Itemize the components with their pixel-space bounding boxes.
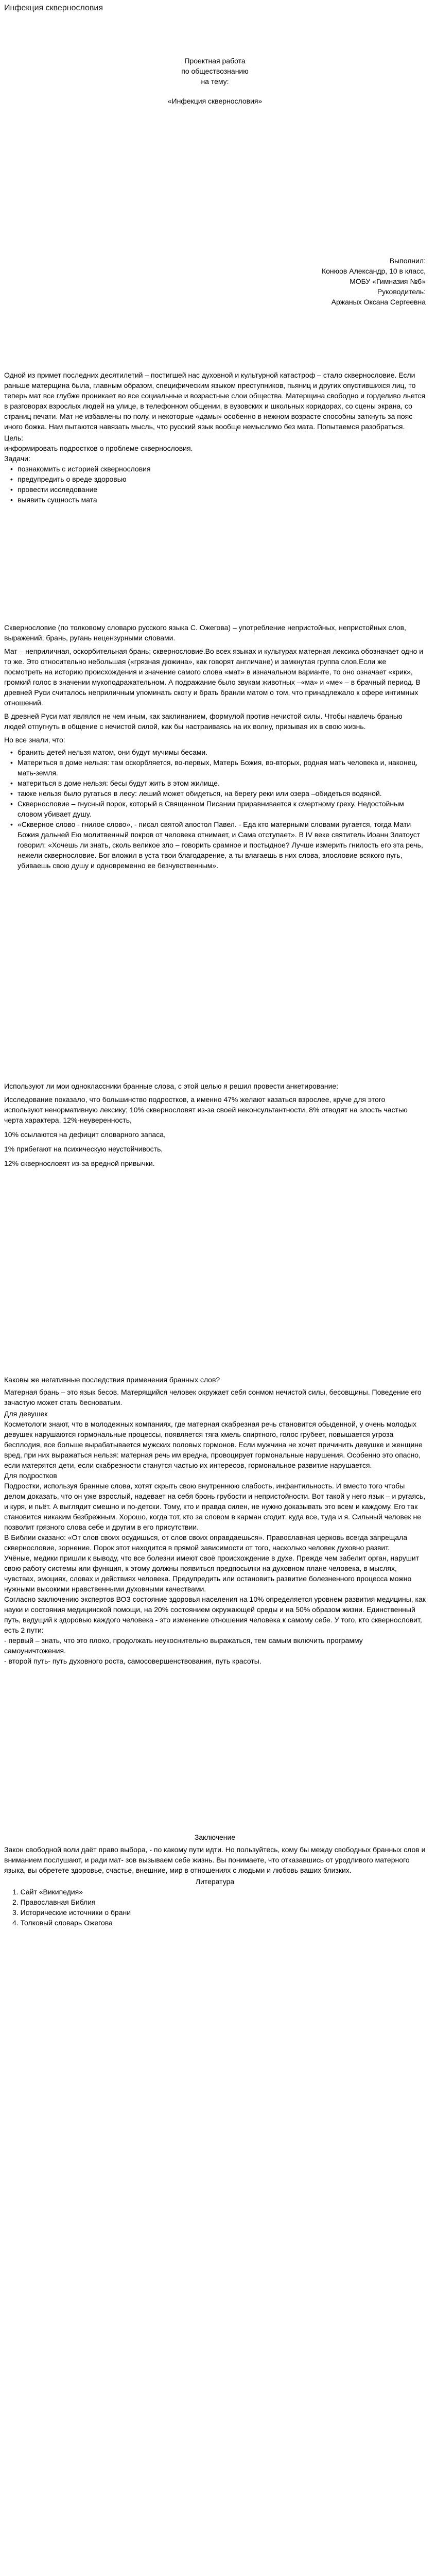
list-item: • предупредить о вреде здоровью (10, 474, 426, 484)
list-item: 2. Православная Библия (12, 1898, 96, 1906)
consequences-paragraph: Согласно заключению экспертов ВОЗ состояние здоровья населения на 10% определяется уровнем развития медицины, как науки и состояния медицинской помощи, на 20% состоянием окружающей среды и на 50% образом жизни. Единственный путь, ведущий к здоровью каждого человека - это изменение отношения человека к самому себе. У того, кто сквернословит, есть 2 пути: (4, 1595, 426, 1634)
definition-paragraph: Мат – неприличная, оскорбительная брань; сквернословие.Во всех языках и культурах матерная лексика обозначает одно и то же. Это относительно небольшая («грязная дюжина», как говорят англичане) и замкнутая группа слов.Если же посмотреть на историю происхождения и значение самого слова «мат» в изначальном варианте, то оно означает «крик», громкий голос в значении мукоподражательном. А подражание было звукам животных –«ма» и «ме» – в брачный период. В древней Руси считалось неприличным упоминать скоту и брать бранли матом о том, что принадлежало к сфере интимных отношений. (4, 647, 424, 707)
consequences-section (4, 1375, 426, 1666)
subheading-girls: Для девушек (4, 1410, 48, 1418)
document-header-title: Инфекция сквернословия (4, 4, 103, 12)
list-item: • познакомить с историей сквернословия (10, 464, 426, 474)
survey-paragraph: Исследование показало, что большинство подростков, а именно 47% желают казаться взрослее, круче для этого используют ненормативную лексику; 10% сквернословят из-за своей неконсультантности, 8% отводят на злость частью черта характера, 12%-неуверенность, (4, 1095, 408, 1124)
list-item: • «Скверное слово - гнилое слово», - писал святой апостол Павел. - Еда кто матерными словами ругается, тогда Мати Божия дальней Ею молитвенный покров от человека отнимает, и Сама отступает». В IV веке святитель Иоанн Златоуст говорил: «Хочешь ли знать, сколь великое зло – говорить срамное и постыдное? Лучше измерить гнилость его эта речь, нежели сквернословие. Бог вложил в уста твои благодарение, а ты влагаешь в них слова, злословие всякого пугь, убиваешь свою душу и одновременно ее безчувственным». (10, 819, 426, 871)
list-item: • Сквернословие – гнусный порок, который в Священном Писании приравнивается к смертному греху. Недостойным словом убивает душу. (10, 799, 426, 819)
consequences-paragraph: - второй путь- путь духовного роста, самосовершенствования, путь красоты. (4, 1657, 261, 1665)
goal-text: информировать подростков о проблеме сквернословия. (4, 444, 193, 452)
tasks-label: Задачи: (4, 454, 30, 463)
list-item: 3. Исторические источники о брани (12, 1908, 131, 1917)
definition-paragraph: В древней Руси мат являлся не чем иным, как заклинанием, формулой против нечистой силы. Чтобы навлечь бранью людей отпугнуть в общение с нечистой силой, как бы настраиваясь на их волну, призывая их в свою жизнь. (4, 712, 403, 731)
beliefs-list (4, 747, 426, 871)
list-item: 1. Сайт «Википедия» (12, 1888, 83, 1896)
consequences-paragraph: В Библии сказано: «От слов своих осудишься, от слов своих оправдаешься». Православная церковь всегда запрещала сквернословие, зорнение. Порок этот находится в прямой зависимости от того, насколько человек духовно развит. (4, 1533, 408, 1552)
list-item: • Материться в доме нельзя: там оскорбляется, во-первых, Матерь Божия, во-вторых, родная мать человека и, наконец, мать-земля. (10, 757, 426, 778)
intro-paragraph: Одной из примет последних десятилетий – постигшей нас духовной и культурной катастроф – стало сквернословие. Если раньше матерщина была, главным образом, специфическим языком преступников, пьяниц и других опустившихся лиц, то теперь мат все глубже проникает во все социальные и возрастные слои общества. Матерщина свободно и горделиво льется в разговорах взрослых людей на улице, в телефонном общении, в вузовских и школьных коридорах, со сцены экрана, со страниц печати. Мат не избавлены по полу, и некоторые «дамы» особенно в нежном возрасте способны заткнуть за пояс иного божка. Нам пытаются навязать мысль, что русский язык вообще немыслимо без мата. Попытаемся разобраться. (4, 371, 426, 431)
author-line: Руководитель: (377, 287, 426, 296)
list-item: • выявить сущность мата (10, 495, 426, 505)
author-line: Выполнил: (389, 257, 426, 265)
intro-section (4, 370, 426, 505)
survey-section (4, 1081, 426, 1168)
conclusion-paragraph: Закон свободной воли даёт право выбора, - по какому пути идти. Но пользуйтесь, кому бы между свободных бранных слов и вниманием послушают, и ради мат- зов вызываем себе жизнь. Вы понимаете, что отказавшись от уродливого матерного языка, вы обретете здоровье, счастье, внешние, мир в отношениях с людьми и любовь ваших близких. (4, 1845, 426, 1874)
survey-paragraph: Используют ли мои одноклассники бранные слова, с этой целью я решил провести анкетирование: (4, 1082, 339, 1090)
survey-stat: 12% сквернословят из-за вредной привычки. (4, 1159, 155, 1167)
definition-paragraph: Сквернословие (по толковому словарю русского языка С. Ожегова) – употребление непристойных, непристойных слов, выражений; брань, ругань нецензурными словами. (4, 623, 406, 642)
survey-stat: 10% ссылаются на дефицит словарного запаса, (4, 1130, 166, 1139)
tasks-list (4, 464, 426, 505)
definition-section (4, 622, 426, 871)
project-title: «Инфекция сквернословия» (167, 97, 263, 105)
title-line: на тему: (201, 77, 229, 86)
consequences-paragraph: Учёные, медики пришли к выводу, что все болезни имеют своё происхождение в духе. Прежде чем забелит орган, нарушит свою работу системы или функция, к этому должны появиться предпосылки на духовном плане человека, в мыслях, чувствах, эмоциях, словах и действиях человека. Предупредить или остановить развитие болезненного процесса можно нужными высокими нравственными духовными качествами. (4, 1554, 420, 1593)
conclusion-heading: Заключение (194, 1833, 236, 1841)
list-item: • также нельзя было ругаться в лесу: леший может обидеться, на берегу реки или озера –обидеться водяной. (10, 788, 426, 799)
author-block (4, 256, 426, 307)
goal-label: Цель: (4, 434, 24, 442)
consequences-paragraph: Косметологи знают, что в молодежных компаниях, где матерная скабрезная речь становится обыденной, у очень молодых девушек нарушаются гормональные процессы, появляется тяга хмель спиртного, голос грубеет, повышается угроза бесплодия, все больше вырабатывается мужских половых гормонов. Если мужчина не хочет причинить девушке и женщине вред, при них выражаться нельзя: матерная речь им вредна, провоцирует гормональные нарушения. Особенно это опасно, если матерятся дети, если скабрезности станутся частью их интересов, гормональное развитие нарушается. (4, 1420, 423, 1469)
definition-paragraph: Но все знали, что: (4, 736, 65, 744)
conclusion-section (4, 1832, 426, 1928)
consequences-question: Каковы же негативные последствия применения бранных слов? (4, 1376, 220, 1384)
author-line: МОБУ «Гимназия №6» (350, 277, 426, 285)
list-item: • провести исследование (10, 484, 426, 495)
subheading-teens: Для подростков (4, 1471, 57, 1480)
author-line: Конюов Александр, 10 в класс, (321, 267, 426, 275)
title-line: по обществознанию (181, 67, 249, 75)
title-page (4, 56, 426, 106)
title-line: Проектная работа (184, 57, 246, 65)
list-item: • бранить детей нельзя матом, они будут мучимы бесами. (10, 747, 426, 757)
list-item: • материться в доме нельзя: бесы будут жить в этом жилище. (10, 778, 426, 788)
consequences-paragraph: Матерная брань – это язык бесов. Матерящийся человек окружает себя сонмом нечистой силы, бесовщины. Поведение его зачастую может стать бесноватым. (4, 1388, 422, 1406)
list-item: 4. Толковый словарь Ожегова (12, 1919, 113, 1927)
consequences-paragraph: Подростки, используя бранные слова, хотят скрыть свою внутреннюю слабость, инфантильность. И вместо того чтобы делом доказать, что он уже взрослый, надевает на себя бронь грубости и непристойности. Вот такой у него язык – и ругаясь, и куря, и пьёт. А выглядит смешно и по-детски. Тому, кто и правда силен, не нужно доказывать это всем и каждому. Его так становится никаким безбрежным. Хорошо, когда тот, кто за словом в карман сгодит: куда все, туда и я. Сильный человек не позволит грязного слова себе и другим в его присутствии. (4, 1482, 426, 1531)
author-line: Аржаных Оксана Сергеевна (331, 298, 426, 306)
survey-stat: 1% прибегают на психическую неустойчивость, (4, 1145, 163, 1153)
references-list (4, 1887, 426, 1928)
references-heading: Литература (195, 1877, 235, 1886)
consequences-paragraph: - первый – знать, что это плохо, продолжать неукоснительно выражаться, тем самым включить программу самоуничтожения. (4, 1636, 363, 1655)
